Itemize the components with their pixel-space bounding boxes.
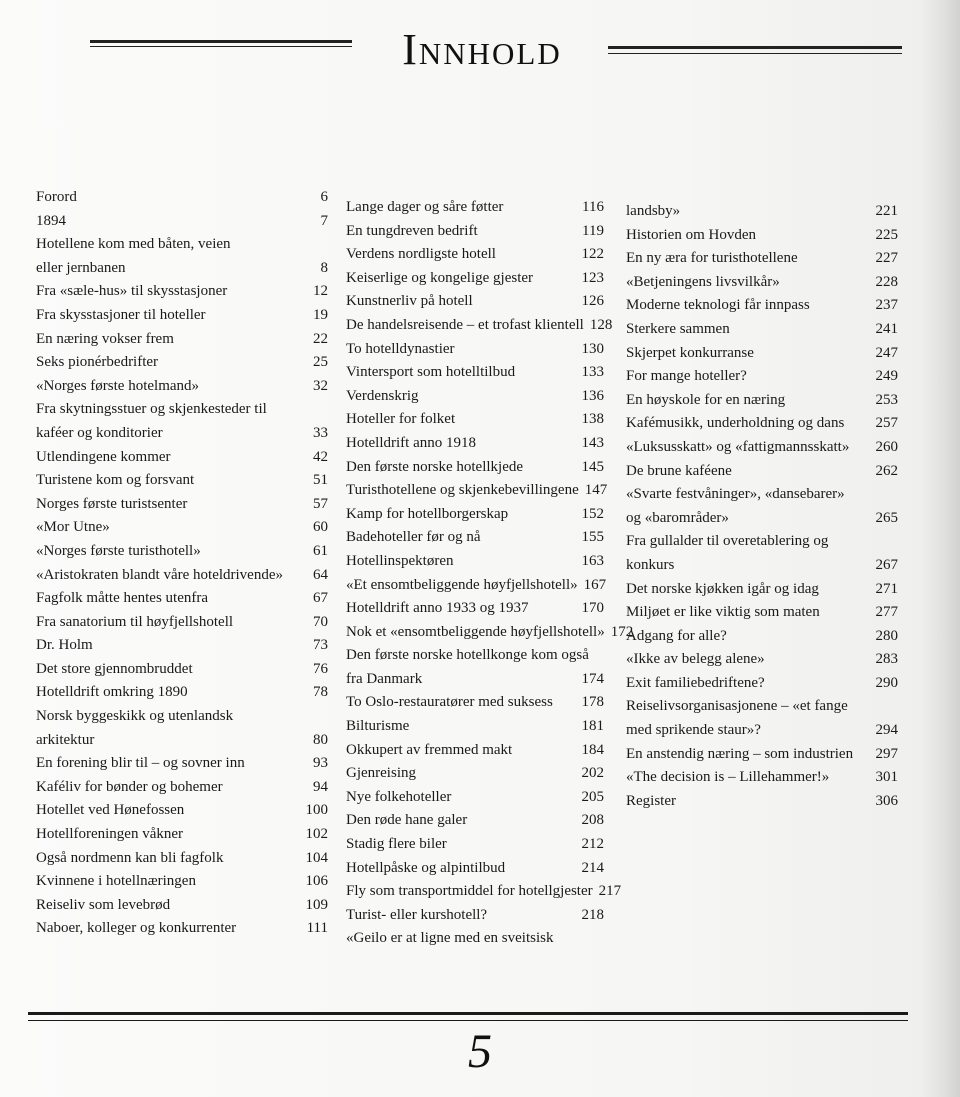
toc-entry-page bbox=[598, 644, 604, 668]
toc-entry bbox=[626, 200, 898, 224]
toc-entry-title: Hotellforeningen våkner bbox=[36, 826, 184, 843]
page-number: 5 bbox=[468, 1025, 492, 1078]
toc-entry bbox=[346, 550, 604, 574]
title-rule-left-thin bbox=[90, 46, 352, 47]
toc-entry-page: 163 bbox=[581, 552, 604, 569]
toc-entry bbox=[36, 823, 328, 847]
toc-entry-title: Keiserlige og kongelige gjester bbox=[346, 269, 534, 286]
toc-entry-page: 116 bbox=[582, 199, 604, 215]
toc-entry-page: 214 bbox=[581, 859, 604, 876]
toc-entry-title: Turistene kom og forsvant bbox=[36, 472, 195, 489]
toc-entry-title: Fra sanatorium til høyfjellshotell bbox=[36, 613, 234, 630]
toc-entry-page: 122 bbox=[581, 246, 604, 263]
toc-entry-page: 100 bbox=[305, 802, 328, 819]
toc-entry-page: 104 bbox=[305, 849, 328, 866]
toc-entry bbox=[36, 210, 328, 234]
title-rule-right-thin bbox=[608, 53, 902, 54]
toc-entry-title: Hotelldrift anno 1918 bbox=[346, 434, 476, 451]
toc-entry-title: Turisthotellene og skjenkebevillingene bbox=[346, 482, 579, 499]
toc-entry-title: Hoteller for folket bbox=[346, 411, 456, 428]
toc-entry-page: 225 bbox=[875, 226, 898, 243]
toc-entry-title: kaféer og konditorier bbox=[36, 424, 163, 441]
toc-entry bbox=[36, 681, 328, 705]
toc-entry bbox=[626, 743, 898, 767]
toc-entry bbox=[626, 294, 898, 318]
toc-entry-title: Det norske kjøkken igår og idag bbox=[626, 580, 819, 597]
toc-entry bbox=[346, 290, 604, 314]
toc-entry bbox=[36, 587, 328, 611]
toc-entry bbox=[346, 739, 604, 763]
toc-entry-page bbox=[322, 705, 328, 729]
toc-entry-title: For mange hoteller? bbox=[626, 368, 747, 385]
toc-entry-page: 128 bbox=[589, 316, 613, 333]
toc-entry-page: 136 bbox=[581, 387, 604, 404]
toc-entry bbox=[346, 503, 604, 527]
toc-entry-title: En forening blir til – og sovner inn bbox=[36, 755, 245, 772]
toc-entry bbox=[626, 318, 898, 342]
toc-entry-title: Gjenreising bbox=[346, 765, 416, 782]
toc-entry-page: 64 bbox=[313, 566, 328, 583]
toc-entry-title: Skjerpet konkurranse bbox=[626, 344, 754, 361]
toc-entry-page: 7 bbox=[320, 212, 328, 229]
toc-entry-page: 133 bbox=[581, 364, 604, 381]
toc-entry-title: «Luksusskatt» og «fattigmannsskatt» bbox=[626, 438, 850, 455]
toc-entry-title: Den første norske hotellkjede bbox=[346, 458, 524, 475]
toc-entry-title: Badehoteller før og nå bbox=[346, 529, 481, 546]
page-spine-shadow bbox=[920, 0, 960, 1097]
toc-entry bbox=[626, 672, 898, 696]
toc-entry bbox=[626, 601, 898, 625]
toc-entry-title: Kunstnerliv på hotell bbox=[346, 293, 473, 310]
toc-entry-page: 301 bbox=[875, 769, 898, 786]
toc-column-1 bbox=[36, 186, 328, 941]
toc-entry-page: 106 bbox=[305, 873, 328, 890]
toc-entry bbox=[626, 507, 898, 531]
toc-entry-title: Kvinnene i hotellnæringen bbox=[36, 873, 196, 890]
toc-entry bbox=[36, 328, 328, 352]
toc-entry-page bbox=[322, 398, 328, 422]
toc-entry-title: Den røde hane galer bbox=[346, 812, 468, 829]
toc-entry-page: 33 bbox=[313, 424, 328, 441]
toc-entry-page: 260 bbox=[875, 438, 898, 455]
toc-entry bbox=[346, 196, 604, 220]
toc-entry-title: konkurs bbox=[626, 556, 675, 573]
title-rule-right bbox=[608, 46, 902, 49]
toc-entry bbox=[346, 432, 604, 456]
toc-entry-page: 138 bbox=[581, 411, 604, 428]
toc-entry-title: Norsk byggeskikk og utenlandsk bbox=[36, 708, 234, 725]
toc-entry-title: «Norges første hotelmand» bbox=[36, 377, 200, 394]
toc-entry bbox=[346, 338, 604, 362]
toc-entry-page: 51 bbox=[313, 472, 328, 489]
toc-entry-title: En ny æra for turisthotellene bbox=[626, 250, 798, 267]
toc-entry-title: landsby» bbox=[626, 203, 681, 219]
toc-entry-title: En tungdreven bedrift bbox=[346, 222, 478, 239]
toc-entry-title: Fra gullalder til overetablering og bbox=[626, 533, 829, 550]
toc-entry-page: 257 bbox=[875, 415, 898, 432]
toc-entry bbox=[346, 621, 634, 645]
toc-entry-page: 277 bbox=[875, 604, 898, 621]
toc-entry bbox=[626, 271, 898, 295]
toc-entry-title: Hotelldrift anno 1933 og 1937 bbox=[346, 600, 529, 617]
toc-entry-page: 126 bbox=[581, 293, 604, 310]
toc-entry bbox=[346, 456, 604, 480]
toc-entry bbox=[346, 385, 604, 409]
toc-entry-title: Hotellet ved Hønefossen bbox=[36, 802, 185, 819]
toc-entry-title: Det store gjennombruddet bbox=[36, 660, 193, 677]
toc-entry-title: Miljøet er like viktig som maten bbox=[626, 604, 820, 621]
toc-entry-page: 262 bbox=[875, 462, 898, 479]
toc-entry bbox=[36, 304, 328, 328]
toc-entry-page: 32 bbox=[313, 377, 328, 394]
toc-entry-title: Hotelldrift omkring 1890 bbox=[36, 684, 188, 701]
toc-entry bbox=[346, 668, 604, 692]
toc-entry bbox=[626, 719, 898, 743]
toc-entry-page: 253 bbox=[875, 391, 898, 408]
toc-entry-title: Register bbox=[626, 792, 676, 809]
toc-entry bbox=[36, 917, 328, 941]
toc-entry-title: Norges første turistsenter bbox=[36, 495, 188, 512]
toc-entry-title: Kaféliv for bønder og bohemer bbox=[36, 778, 223, 795]
toc-entry-page: 61 bbox=[313, 542, 328, 559]
toc-entry-title: 1894 bbox=[36, 212, 66, 229]
toc-entry bbox=[626, 247, 898, 271]
toc-entry-title: Nok et «ensomtbeliggende høyfjellshotell» bbox=[346, 623, 605, 640]
toc-entry-title: «Norges første turisthotell» bbox=[36, 542, 201, 559]
toc-entry-title: eller jernbanen bbox=[36, 259, 126, 276]
toc-entry bbox=[346, 691, 604, 715]
toc-entry-title: Seks pionérbedrifter bbox=[36, 354, 159, 371]
footer-rule-thin bbox=[28, 1020, 908, 1021]
toc-entry-page: 218 bbox=[581, 906, 604, 923]
toc-entry-title: De brune kaféene bbox=[626, 462, 732, 479]
toc-entry-page: 178 bbox=[581, 694, 604, 711]
toc-entry bbox=[36, 611, 328, 635]
toc-entry bbox=[36, 351, 328, 375]
toc-entry-page: 123 bbox=[581, 269, 604, 286]
toc-column-2 bbox=[346, 196, 634, 951]
toc-entry-title: Dr. Holm bbox=[36, 637, 93, 654]
toc-entry-title: De handelsreisende – et trofast klientell bbox=[346, 316, 584, 333]
toc-entry-title: Historien om Hovden bbox=[626, 226, 756, 243]
toc-entry-title: Fra skytningsstuer og skjenkesteder til bbox=[36, 401, 267, 418]
toc-entry-page: 247 bbox=[875, 344, 898, 361]
toc-entry-page: 265 bbox=[875, 509, 898, 526]
toc-entry-page: 76 bbox=[313, 660, 328, 677]
toc-entry-title: To hotelldynastier bbox=[346, 340, 455, 357]
toc-entry bbox=[626, 365, 898, 389]
toc-entry-title: «The decision is – Lillehammer!» bbox=[626, 769, 830, 786]
toc-entry bbox=[626, 342, 898, 366]
toc-entry bbox=[346, 408, 604, 432]
toc-entry-title: Utlendingene kommer bbox=[36, 448, 171, 465]
toc-entry-title: arkitektur bbox=[36, 731, 95, 748]
toc-entry-page bbox=[892, 483, 898, 507]
toc-entry-page: 167 bbox=[583, 576, 607, 593]
toc-entry-page: 19 bbox=[313, 306, 328, 323]
toc-entry bbox=[626, 554, 898, 578]
toc-entry bbox=[36, 894, 328, 918]
toc-entry bbox=[36, 705, 328, 729]
toc-entry bbox=[36, 776, 328, 800]
toc-entry bbox=[346, 526, 604, 550]
toc-entry-title: fra Danmark bbox=[346, 670, 423, 687]
toc-entry bbox=[346, 904, 604, 928]
toc-entry bbox=[346, 715, 604, 739]
toc-entry bbox=[626, 389, 898, 413]
toc-entry-title: «Aristokraten blandt våre hoteldrivende» bbox=[36, 566, 284, 583]
toc-entry-page: 102 bbox=[305, 826, 328, 843]
toc-entry bbox=[346, 574, 607, 598]
toc-entry-title: Sterkere sammen bbox=[626, 320, 730, 337]
toc-entry-title: Verdens nordligste hotell bbox=[346, 246, 496, 263]
toc-entry bbox=[346, 597, 604, 621]
toc-entry-title: «Mor Utne» bbox=[36, 519, 110, 536]
toc-entry-title: Fra skysstasjoner til hoteller bbox=[36, 306, 206, 323]
toc-entry bbox=[346, 857, 604, 881]
toc-entry-title: Fly som transportmiddel for hotellgjester bbox=[346, 883, 593, 900]
toc-entry-title: Også nordmenn kan bli fagfolk bbox=[36, 849, 224, 866]
toc-entry-page bbox=[598, 927, 604, 951]
toc-entry-page: 306 bbox=[875, 792, 898, 809]
toc-entry-page: 290 bbox=[875, 674, 898, 691]
toc-entry-page: 155 bbox=[581, 529, 604, 546]
toc-entry-title: En næring vokser frem bbox=[36, 330, 174, 347]
toc-entry bbox=[346, 880, 622, 904]
toc-entry bbox=[626, 224, 898, 248]
toc-entry-title: Fra «sæle-hus» til skysstasjoner bbox=[36, 283, 228, 300]
toc-entry-page: 184 bbox=[581, 741, 604, 758]
toc-entry-title: Hotellene kom med båten, veien bbox=[36, 236, 231, 253]
toc-entry bbox=[626, 483, 898, 507]
toc-entry bbox=[36, 398, 328, 422]
toc-entry bbox=[346, 479, 608, 503]
toc-entry bbox=[36, 446, 328, 470]
toc-entry bbox=[626, 790, 898, 814]
toc-entry-title: Vintersport som hotelltilbud bbox=[346, 364, 516, 381]
toc-entry bbox=[36, 729, 328, 753]
title-rule-left bbox=[90, 40, 352, 43]
toc-entry-page: 111 bbox=[306, 920, 328, 937]
toc-entry-page: 145 bbox=[581, 458, 604, 475]
toc-entry-page bbox=[322, 233, 328, 257]
toc-entry bbox=[626, 578, 898, 602]
toc-entry-page: 208 bbox=[581, 812, 604, 829]
toc-entry-page: 212 bbox=[581, 836, 604, 853]
toc-column-3 bbox=[626, 200, 898, 813]
toc-entry-title: Exit familiebedriftene? bbox=[626, 674, 765, 691]
toc-entry-page: 22 bbox=[313, 330, 328, 347]
toc-entry-title: Hotellinspektøren bbox=[346, 552, 454, 569]
toc-entry bbox=[36, 233, 328, 257]
toc-entry-page: 267 bbox=[875, 556, 898, 573]
toc-entry bbox=[346, 927, 604, 951]
toc-entry-page: 241 bbox=[875, 320, 898, 337]
toc-entry bbox=[36, 516, 328, 540]
toc-entry bbox=[36, 564, 328, 588]
toc-entry bbox=[36, 257, 328, 281]
toc-entry bbox=[36, 422, 328, 446]
toc-entry-page: 172 bbox=[610, 623, 634, 640]
toc-entry bbox=[36, 799, 328, 823]
toc-entry-page: 221 bbox=[875, 203, 898, 219]
toc-entry-title: Turist- eller kurshotell? bbox=[346, 906, 488, 923]
toc-entry bbox=[36, 469, 328, 493]
toc-entry-title: Fagfolk måtte hentes utenfra bbox=[36, 590, 209, 607]
toc-entry bbox=[626, 412, 898, 436]
toc-entry-page: 249 bbox=[875, 368, 898, 385]
toc-entry-title: Adgang for alle? bbox=[626, 627, 727, 644]
toc-entry bbox=[626, 625, 898, 649]
toc-entry bbox=[36, 634, 328, 658]
page-title: Innhold bbox=[402, 25, 562, 74]
toc-entry-page: 228 bbox=[875, 273, 898, 290]
toc-entry bbox=[626, 648, 898, 672]
toc-entry-page: 8 bbox=[320, 259, 328, 276]
toc-entry-page: 271 bbox=[875, 580, 898, 597]
toc-entry-title: Reiselivsorganisasjonene – «et fange bbox=[626, 698, 848, 715]
toc-entry-title: Stadig flere biler bbox=[346, 836, 447, 853]
toc-entry-title: Lange dager og såre føtter bbox=[346, 199, 504, 215]
toc-entry bbox=[346, 220, 604, 244]
toc-entry bbox=[36, 493, 328, 517]
toc-entry-title: Okkupert av fremmed makt bbox=[346, 741, 513, 758]
toc-entry bbox=[36, 847, 328, 871]
toc-entry-page: 227 bbox=[875, 250, 898, 267]
toc-entry bbox=[346, 786, 604, 810]
toc-entry bbox=[36, 658, 328, 682]
toc-entry bbox=[626, 436, 898, 460]
toc-entry bbox=[36, 375, 328, 399]
toc-entry-title: «Svarte festvåninger», «dansebarer» bbox=[626, 486, 845, 503]
toc-entry-page: 73 bbox=[313, 637, 328, 654]
toc-entry-title: Verdenskrig bbox=[346, 387, 419, 404]
toc-entry bbox=[36, 280, 328, 304]
toc-entry-page: 67 bbox=[313, 590, 328, 607]
toc-entry bbox=[36, 540, 328, 564]
toc-entry-page: 283 bbox=[875, 651, 898, 668]
toc-entry-title: Naboer, kolleger og konkurrenter bbox=[36, 920, 237, 937]
toc-entry bbox=[346, 243, 604, 267]
toc-entry-page bbox=[892, 695, 898, 719]
toc-entry bbox=[36, 186, 328, 210]
toc-entry bbox=[346, 833, 604, 857]
toc-entry-page: 42 bbox=[313, 448, 328, 465]
toc-entry-page: 143 bbox=[581, 434, 604, 451]
toc-entry-title: En anstendig næring – som industrien bbox=[626, 745, 854, 762]
toc-entry-title: Forord bbox=[36, 189, 77, 205]
toc-entry-page: 12 bbox=[313, 283, 328, 300]
toc-entry-title: «Betjeningens livsvilkår» bbox=[626, 273, 780, 290]
toc-entry-title: Reiseliv som levebrød bbox=[36, 896, 171, 913]
toc-entry-title: «Ikke av belegg alene» bbox=[626, 651, 765, 668]
toc-entry-page: 6 bbox=[320, 189, 328, 205]
toc-entry-title: med sprikende staur»? bbox=[626, 722, 761, 739]
toc-entry-title: Kamp for hotellborgerskap bbox=[346, 505, 509, 522]
toc-entry bbox=[626, 530, 898, 554]
toc-entry-page: 237 bbox=[875, 297, 898, 314]
toc-entry-page: 80 bbox=[313, 731, 328, 748]
toc-entry bbox=[626, 695, 898, 719]
toc-entry-title: Hotellpåske og alpintilbud bbox=[346, 859, 506, 876]
toc-entry-page: 78 bbox=[313, 684, 328, 701]
toc-entry-page: 109 bbox=[305, 896, 328, 913]
toc-entry bbox=[346, 762, 604, 786]
toc-entry-page: 202 bbox=[581, 765, 604, 782]
toc-entry-title: Nye folkehoteller bbox=[346, 788, 452, 805]
toc-entry-page: 280 bbox=[875, 627, 898, 644]
toc-entry-title: «Et ensomtbeliggende høyfjellshotell» bbox=[346, 576, 578, 593]
toc-entry-page: 297 bbox=[875, 745, 898, 762]
toc-entry bbox=[626, 766, 898, 790]
toc-entry-title: Moderne teknologi får innpass bbox=[626, 297, 810, 314]
toc-entry-page: 294 bbox=[875, 722, 898, 739]
toc-entry bbox=[36, 870, 328, 894]
toc-entry-title: To Oslo-restauratører med suksess bbox=[346, 694, 553, 711]
toc-entry-page: 152 bbox=[581, 505, 604, 522]
toc-entry bbox=[346, 267, 604, 291]
toc-entry-title: og «barområder» bbox=[626, 509, 729, 526]
toc-entry-page: 25 bbox=[313, 354, 328, 371]
toc-entry-title: Den første norske hotellkonge kom også bbox=[346, 647, 589, 664]
toc-entry bbox=[36, 752, 328, 776]
toc-entry bbox=[346, 314, 613, 338]
toc-entry bbox=[346, 809, 604, 833]
toc-entry-page bbox=[892, 530, 898, 554]
toc-entry-page: 147 bbox=[584, 482, 608, 499]
toc-entry bbox=[346, 361, 604, 385]
toc-entry-page: 174 bbox=[581, 670, 604, 687]
toc-entry-page: 93 bbox=[313, 755, 328, 772]
toc-entry bbox=[346, 644, 604, 668]
toc-entry-title: Bilturisme bbox=[346, 718, 410, 735]
toc-entry-page: 170 bbox=[581, 600, 604, 617]
toc-entry-page: 119 bbox=[582, 222, 604, 239]
toc-entry bbox=[626, 460, 898, 484]
toc-entry-title: En høyskole for en næring bbox=[626, 391, 786, 408]
footer-rule-thick bbox=[28, 1012, 908, 1015]
toc-entry-page: 217 bbox=[598, 883, 622, 900]
toc-entry-page: 130 bbox=[581, 340, 604, 357]
toc-entry-title: Kafémusikk, underholdning og dans bbox=[626, 415, 845, 432]
toc-entry-page: 70 bbox=[313, 613, 328, 630]
toc-entry-page: 181 bbox=[581, 718, 604, 735]
toc-entry-title: «Geilo er at ligne med en sveitsisk bbox=[346, 930, 554, 947]
toc-entry-page: 60 bbox=[313, 519, 328, 536]
toc-entry-page: 205 bbox=[581, 788, 604, 805]
toc-entry-page: 57 bbox=[313, 495, 328, 512]
toc-entry-page: 94 bbox=[313, 778, 328, 795]
